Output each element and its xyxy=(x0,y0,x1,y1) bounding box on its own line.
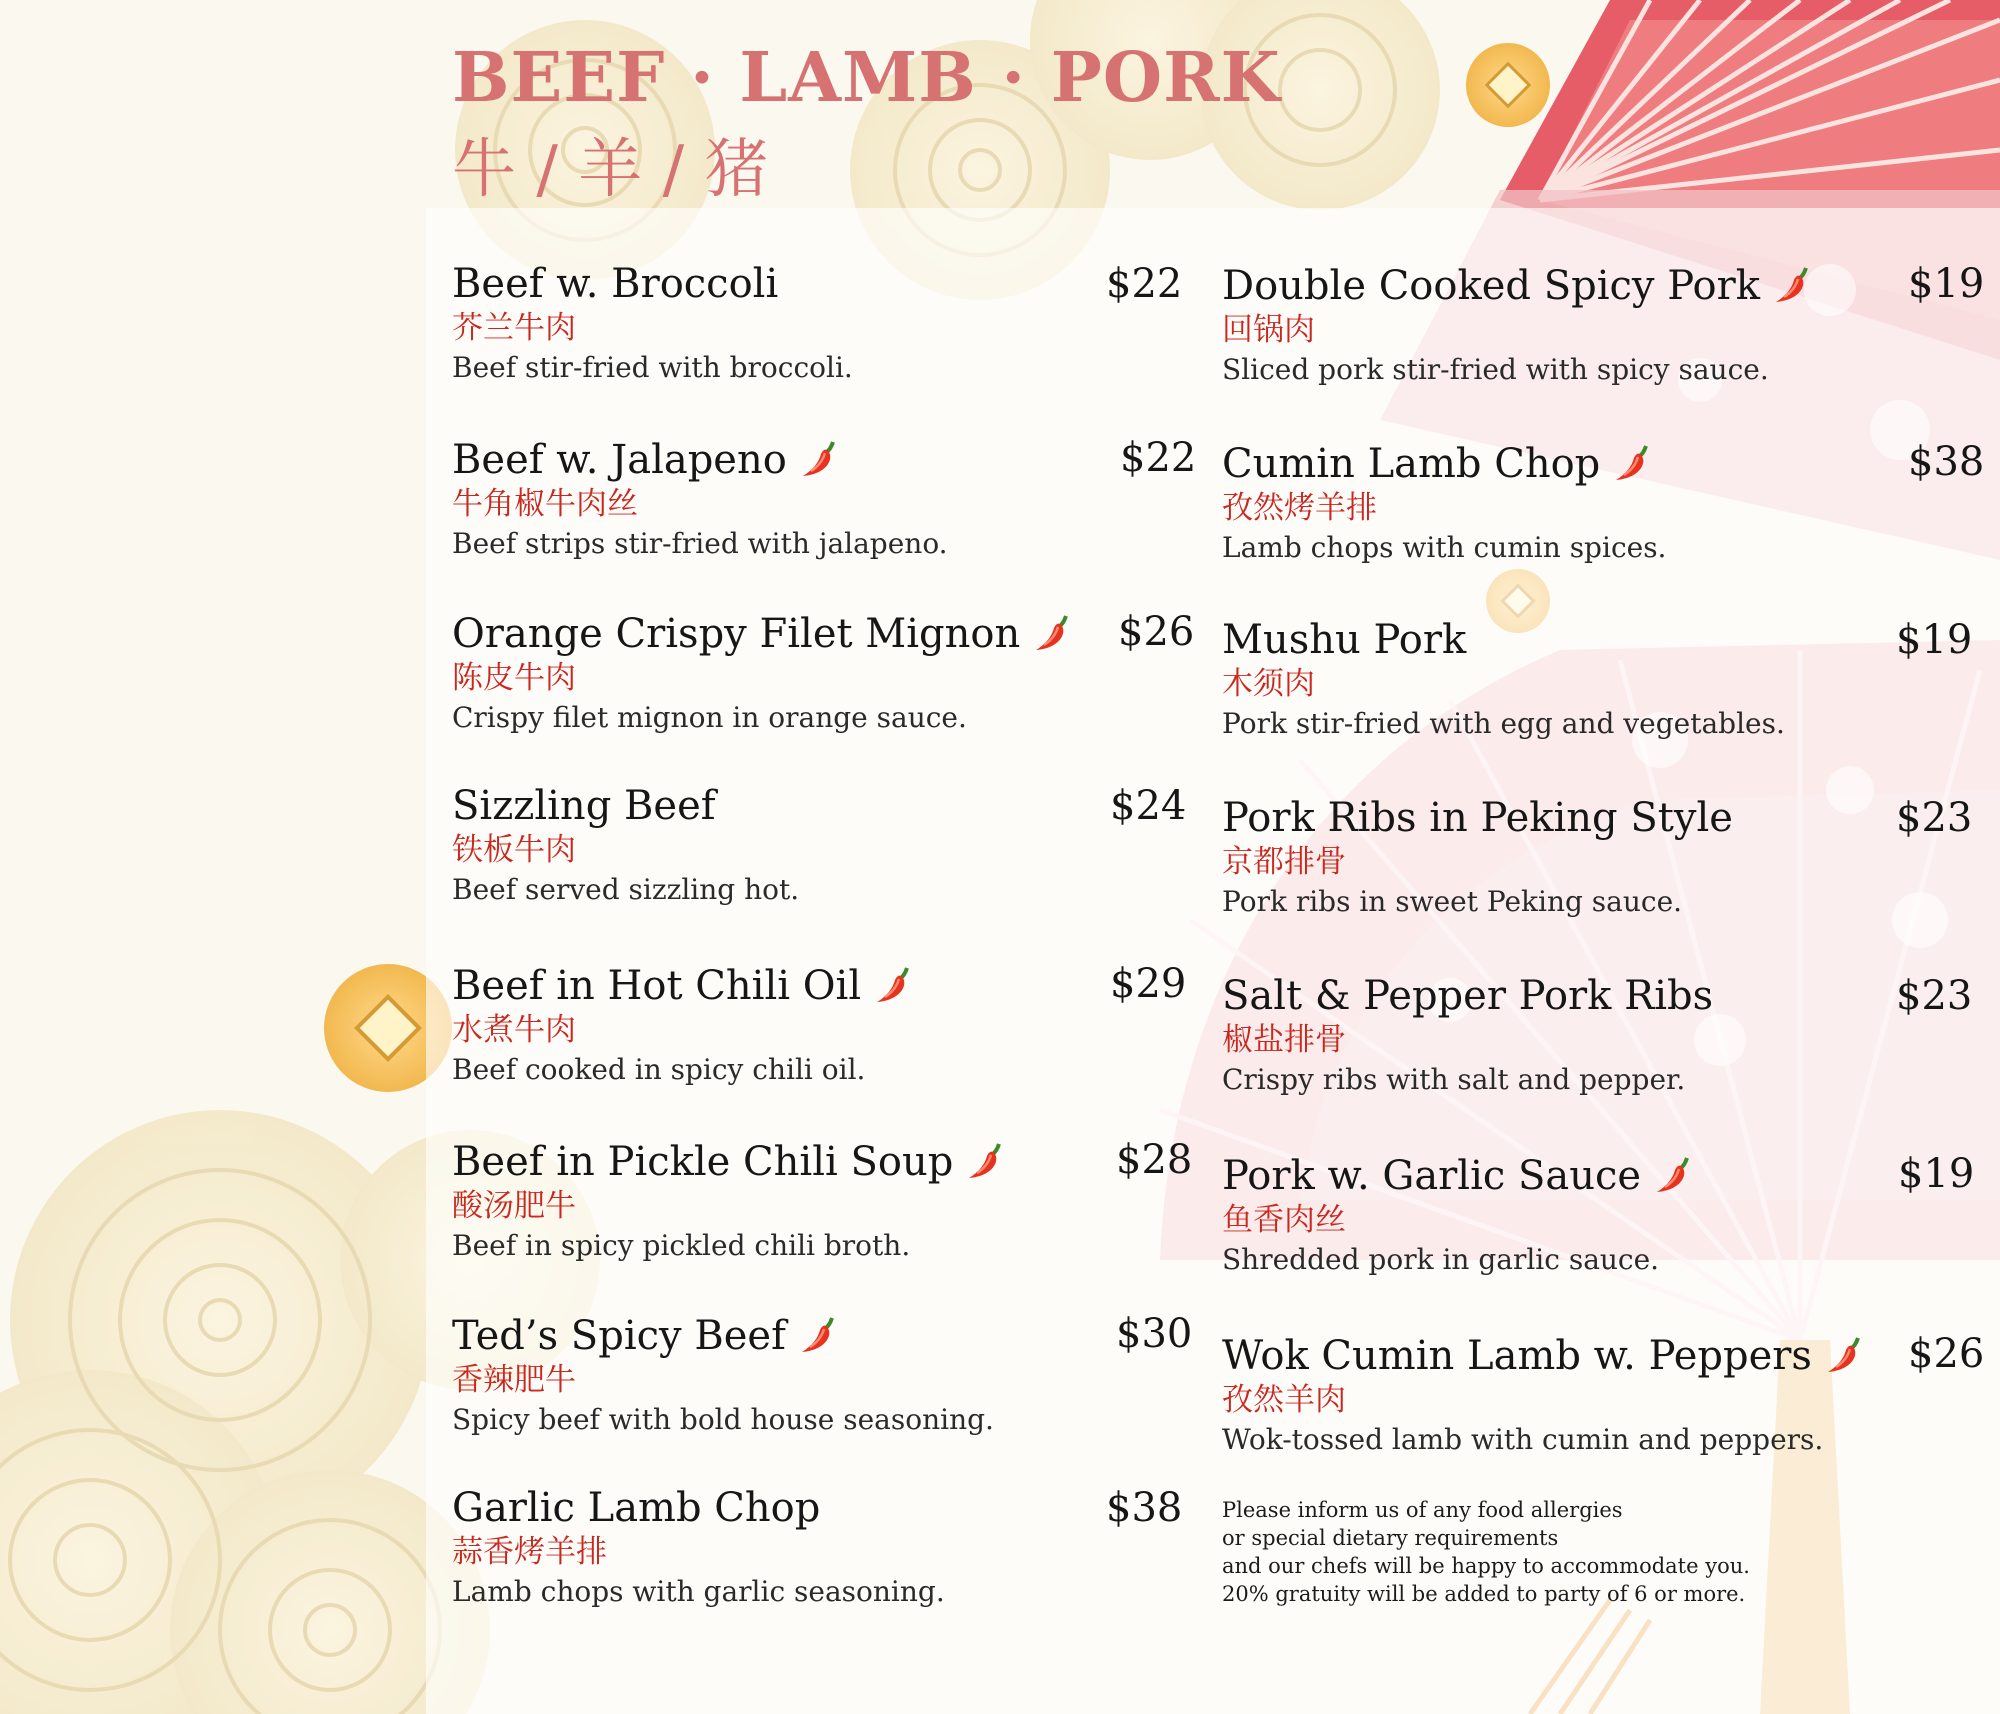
item-name: Mushu Pork xyxy=(1222,617,1467,663)
item-description: Beef served sizzling hot. xyxy=(452,873,800,906)
item-chinese-name: 鱼香肉丝 xyxy=(1222,1202,1346,1238)
item-name: Beef w. Broccoli xyxy=(452,261,779,307)
item-name: Garlic Lamb Chop xyxy=(452,1485,821,1531)
item-name: Orange Crispy Filet Mignon xyxy=(452,611,1021,657)
menu-item xyxy=(452,1484,945,1612)
item-description: Sliced pork stir-fried with spicy sauce. xyxy=(1222,353,1769,386)
item-description: Pork stir-fried with egg and vegetables. xyxy=(1222,707,1785,740)
chili-pepper-icon xyxy=(869,960,917,1008)
item-description: Wok-tossed lamb with cumin and peppers. xyxy=(1222,1423,1824,1456)
item-name: Cumin Lamb Chop xyxy=(1222,441,1601,487)
section-title: BEEF · LAMB · PORK xyxy=(452,38,1281,118)
menu-item xyxy=(452,960,917,1090)
item-price: $38 xyxy=(1106,1485,1183,1531)
menu-item xyxy=(452,608,1076,738)
allergy-note xyxy=(1222,1496,1750,1608)
chili-pepper-icon xyxy=(794,1310,842,1358)
item-chinese-name: 孜然羊肉 xyxy=(1222,1382,1346,1418)
menu-item xyxy=(452,434,948,564)
item-price: $26 xyxy=(1118,609,1195,655)
item-name: Sizzling Beef xyxy=(452,783,716,829)
chili-pepper-icon xyxy=(1768,260,1816,308)
chili-pepper-icon xyxy=(1608,438,1656,486)
item-description: Crispy ribs with salt and pepper. xyxy=(1222,1063,1686,1096)
item-description: Crispy filet mignon in orange sauce. xyxy=(452,701,967,734)
item-chinese-name: 蒜香烤羊排 xyxy=(452,1534,607,1570)
item-description: Spicy beef with bold house seasoning. xyxy=(452,1403,994,1436)
item-description: Shredded pork in garlic sauce. xyxy=(1222,1243,1660,1276)
item-name: Double Cooked Spicy Pork xyxy=(1222,263,1760,309)
menu-item xyxy=(1222,972,1713,1100)
item-chinese-name: 椒盐排骨 xyxy=(1222,1022,1346,1058)
note-line: and our chefs will be happy to accommodate you. xyxy=(1222,1554,1750,1578)
item-chinese-name: 水煮牛肉 xyxy=(452,1012,576,1048)
item-name: Beef w. Jalapeno xyxy=(452,437,787,483)
gold-coin-icon xyxy=(1466,43,1550,127)
item-price: $26 xyxy=(1908,1331,1985,1377)
item-price: $28 xyxy=(1116,1137,1193,1183)
menu-item xyxy=(452,1310,994,1440)
item-chinese-name: 孜然烤羊排 xyxy=(1222,490,1377,526)
menu-item xyxy=(1222,1150,1697,1280)
item-chinese-name: 芥兰牛肉 xyxy=(452,310,576,346)
item-chinese-name: 木须肉 xyxy=(1222,666,1315,702)
menu-item xyxy=(452,260,853,388)
menu-item xyxy=(452,1136,1009,1266)
note-line: Please inform us of any food allergies xyxy=(1222,1498,1623,1522)
item-description: Pork ribs in sweet Peking sauce. xyxy=(1222,885,1683,918)
item-price: $22 xyxy=(1120,435,1197,481)
note-line: or special dietary requirements xyxy=(1222,1526,1559,1550)
item-description: Beef cooked in spicy chili oil. xyxy=(452,1053,866,1086)
item-description: Beef strips stir-fried with jalapeno. xyxy=(452,527,948,560)
menu-item xyxy=(1222,438,1666,568)
item-price: $19 xyxy=(1908,261,1985,307)
item-description: Lamb chops with cumin spices. xyxy=(1222,531,1667,564)
item-price: $23 xyxy=(1896,795,1973,841)
menu-item xyxy=(1222,260,1816,390)
item-price: $30 xyxy=(1116,1311,1193,1357)
item-price: $24 xyxy=(1110,783,1187,829)
item-price: $19 xyxy=(1898,1151,1975,1197)
item-name: Pork Ribs in Peking Style xyxy=(1222,795,1733,841)
item-name: Wok Cumin Lamb w. Peppers xyxy=(1222,1333,1812,1379)
item-name: Beef in Hot Chili Oil xyxy=(452,963,862,1009)
item-name: Beef in Pickle Chili Soup xyxy=(452,1139,954,1185)
item-name: Pork w. Garlic Sauce xyxy=(1222,1153,1642,1199)
item-name: Salt & Pepper Pork Ribs xyxy=(1222,973,1714,1019)
item-chinese-name: 陈皮牛肉 xyxy=(452,660,576,696)
menu-item xyxy=(452,782,799,910)
menu-item xyxy=(1222,616,1785,744)
chili-pepper-icon xyxy=(1820,1330,1868,1378)
item-name: Ted’s Spicy Beef xyxy=(452,1313,786,1359)
item-price: $29 xyxy=(1110,961,1187,1007)
chili-pepper-icon xyxy=(1028,608,1076,656)
section-title-chinese: 牛 / 羊 / 猪 xyxy=(452,133,769,207)
item-chinese-name: 铁板牛肉 xyxy=(452,832,576,868)
item-chinese-name: 牛角椒牛肉丝 xyxy=(452,486,638,522)
chili-pepper-icon xyxy=(1649,1150,1697,1198)
item-chinese-name: 香辣肥牛 xyxy=(452,1362,576,1398)
item-price: $38 xyxy=(1908,439,1985,485)
item-price: $19 xyxy=(1896,617,1973,663)
item-description: Beef stir-fried with broccoli. xyxy=(452,351,853,384)
chili-pepper-icon xyxy=(961,1136,1009,1184)
item-description: Beef in spicy pickled chili broth. xyxy=(452,1229,911,1262)
chili-pepper-icon xyxy=(795,434,843,482)
item-chinese-name: 酸汤肥牛 xyxy=(452,1188,576,1224)
item-price: $23 xyxy=(1896,973,1973,1019)
menu-item xyxy=(1222,794,1733,922)
menu-item xyxy=(1222,1330,1868,1460)
item-description: Lamb chops with garlic seasoning. xyxy=(452,1575,945,1608)
note-line: 20% gratuity will be added to party of 6 or more. xyxy=(1222,1582,1746,1606)
item-price: $22 xyxy=(1106,261,1183,307)
item-chinese-name: 京都排骨 xyxy=(1222,844,1346,880)
item-chinese-name: 回锅肉 xyxy=(1222,312,1315,348)
